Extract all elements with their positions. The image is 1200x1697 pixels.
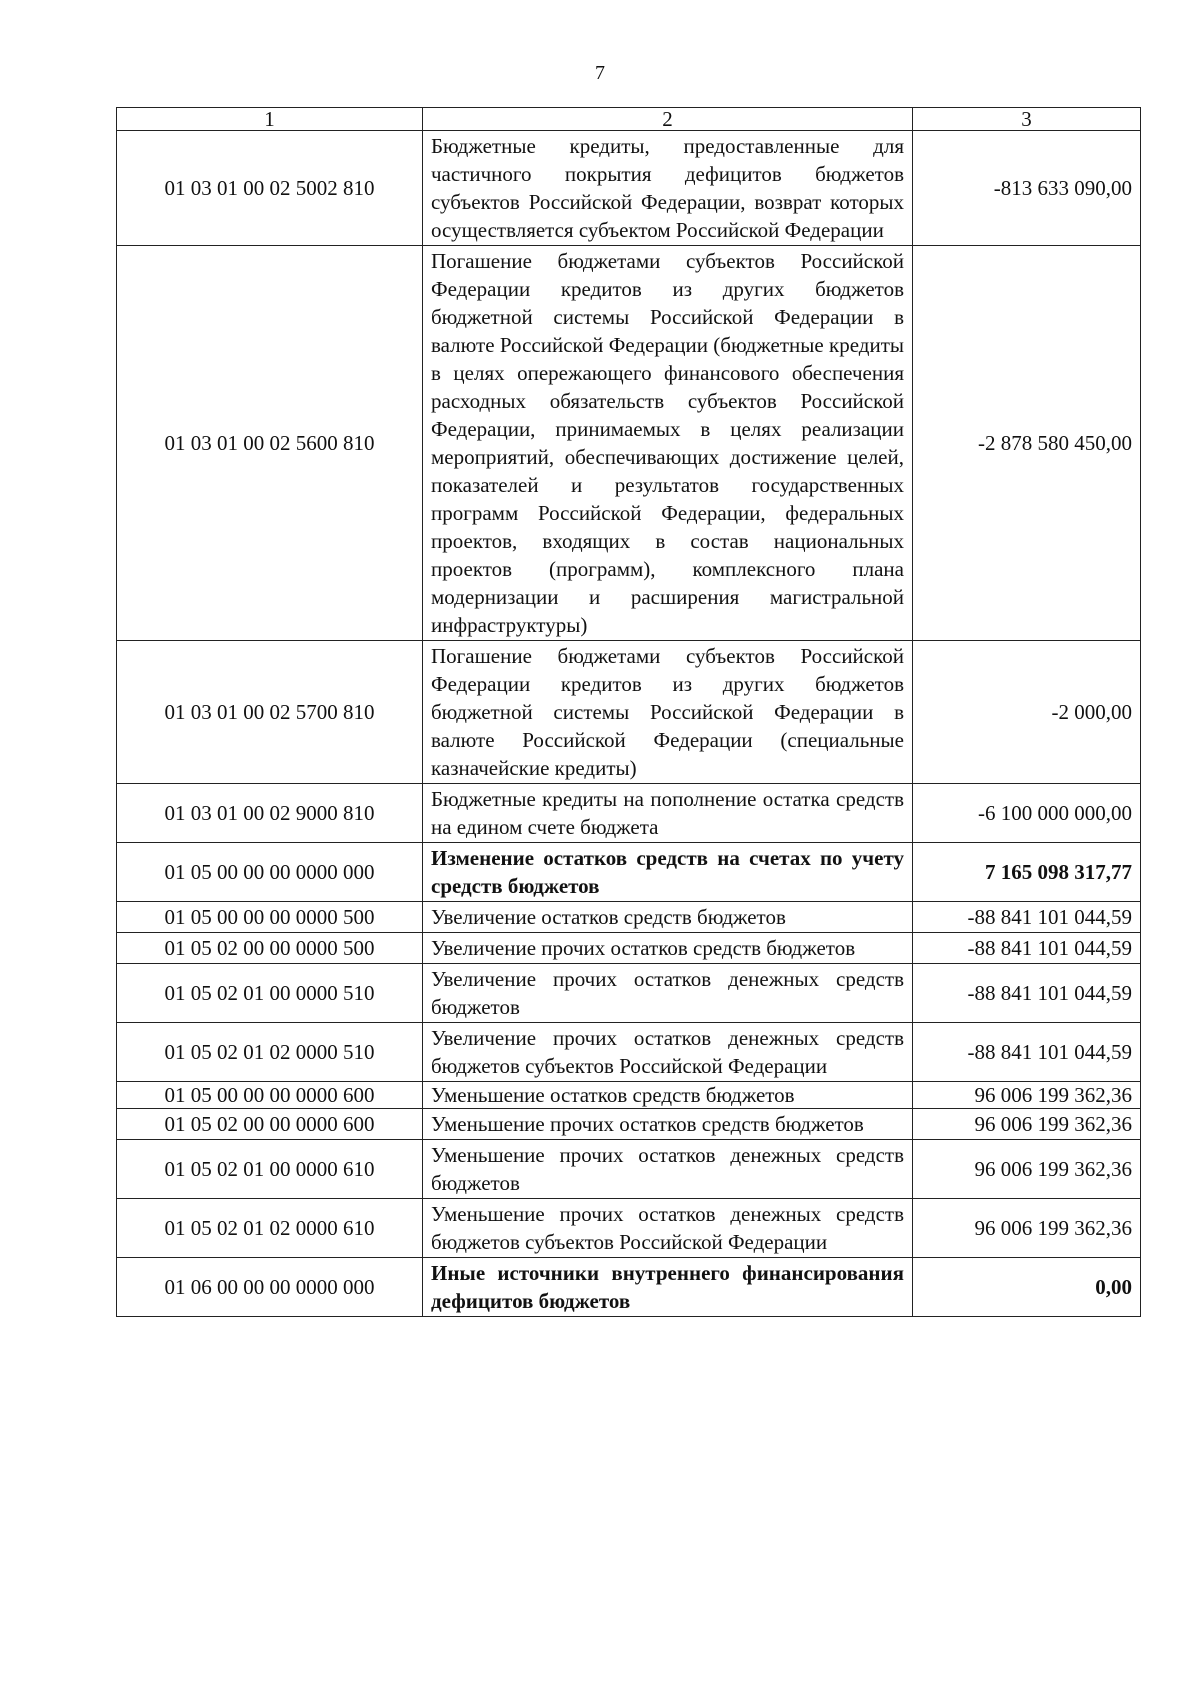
table-row: [117, 1023, 1141, 1082]
row-description: Иные источники внутреннего финансирования дефицитов бюджетов: [423, 1258, 913, 1317]
row-amount: -2 000,00: [913, 641, 1141, 784]
row-code: 01 05 02 00 00 0000 500: [117, 933, 423, 964]
row-amount: 96 006 199 362,36: [913, 1082, 1141, 1109]
row-code: 01 03 01 00 02 5002 810: [117, 131, 423, 246]
row-code: 01 03 01 00 02 5600 810: [117, 246, 423, 641]
row-description: Уменьшение прочих остатков денежных средств бюджетов субъектов Российской Федерации: [423, 1199, 913, 1258]
budget-sources-table: [116, 107, 1141, 1317]
row-code: 01 05 00 00 00 0000 500: [117, 902, 423, 933]
table-row: [117, 1140, 1141, 1199]
table-row: [117, 933, 1141, 964]
row-description: Погашение бюджетами субъектов Российской Федерации кредитов из других бюджетов бюджетной системы Российской Федерации в валюте Российской Федерации (бюджетные кредиты в целях опережающего финансового обеспечения расходных обязательств субъектов Российской Федерации, принимаемых в целях реализации мероприятий, обеспечивающих достижение целей, показателей и результатов государственных программ Российской Федерации, федеральных проектов, входящих в состав национальных проектов (программ), комплексного плана модернизации и расширения магистральной инфраструктуры): [423, 246, 913, 641]
table-header-row: [117, 108, 1141, 131]
table-row: [117, 964, 1141, 1023]
row-code: 01 05 02 01 00 0000 510: [117, 964, 423, 1023]
row-description: Уменьшение прочих остатков денежных средств бюджетов: [423, 1140, 913, 1199]
row-amount: -88 841 101 044,59: [913, 964, 1141, 1023]
table-row: [117, 1199, 1141, 1258]
row-description: Увеличение остатков средств бюджетов: [423, 902, 913, 933]
table-row: [117, 1082, 1141, 1109]
row-code: 01 06 00 00 00 0000 000: [117, 1258, 423, 1317]
row-description: Погашение бюджетами субъектов Российской Федерации кредитов из других бюджетов бюджетной системы Российской Федерации в валюте Российской Федерации (специальные казначейские кредиты): [423, 641, 913, 784]
row-code: 01 05 00 00 00 0000 000: [117, 843, 423, 902]
page-number: 7: [595, 62, 605, 84]
table-row: [117, 131, 1141, 246]
row-description: Уменьшение остатков средств бюджетов: [423, 1082, 913, 1109]
row-amount: 96 006 199 362,36: [913, 1199, 1141, 1258]
row-description: Бюджетные кредиты на пополнение остатка средств на едином счете бюджета: [423, 784, 913, 843]
row-amount: 0,00: [913, 1258, 1141, 1317]
row-description: Увеличение прочих остатков денежных средств бюджетов: [423, 964, 913, 1023]
row-amount: -88 841 101 044,59: [913, 933, 1141, 964]
row-description: Увеличение прочих остатков денежных средств бюджетов субъектов Российской Федерации: [423, 1023, 913, 1082]
table-row: [117, 784, 1141, 843]
row-code: 01 03 01 00 02 5700 810: [117, 641, 423, 784]
row-description: Бюджетные кредиты, предоставленные для частичного покрытия дефицитов бюджетов субъектов Российской Федерации, возврат которых осуществляется субъектом Российской Федерации: [423, 131, 913, 246]
row-amount: -813 633 090,00: [913, 131, 1141, 246]
column-header-2: 2: [423, 108, 913, 131]
row-code: 01 05 00 00 00 0000 600: [117, 1082, 423, 1109]
row-amount: -88 841 101 044,59: [913, 1023, 1141, 1082]
row-description: Уменьшение прочих остатков средств бюджетов: [423, 1109, 913, 1140]
table-row: [117, 843, 1141, 902]
row-amount: 96 006 199 362,36: [913, 1109, 1141, 1140]
row-description: Изменение остатков средств на счетах по учету средств бюджетов: [423, 843, 913, 902]
column-header-3: 3: [913, 108, 1141, 131]
column-header-1: 1: [117, 108, 423, 131]
row-code: 01 05 02 00 00 0000 600: [117, 1109, 423, 1140]
row-amount: -6 100 000 000,00: [913, 784, 1141, 843]
row-code: 01 03 01 00 02 9000 810: [117, 784, 423, 843]
row-code: 01 05 02 01 02 0000 510: [117, 1023, 423, 1082]
row-amount: -88 841 101 044,59: [913, 902, 1141, 933]
row-description: Увеличение прочих остатков средств бюджетов: [423, 933, 913, 964]
table-row: [117, 1258, 1141, 1317]
row-amount: 7 165 098 317,77: [913, 843, 1141, 902]
row-code: 01 05 02 01 00 0000 610: [117, 1140, 423, 1199]
table-row: [117, 1109, 1141, 1140]
table-row: [117, 902, 1141, 933]
row-amount: 96 006 199 362,36: [913, 1140, 1141, 1199]
table-row: [117, 641, 1141, 784]
table-row: [117, 246, 1141, 641]
row-amount: -2 878 580 450,00: [913, 246, 1141, 641]
row-code: 01 05 02 01 02 0000 610: [117, 1199, 423, 1258]
